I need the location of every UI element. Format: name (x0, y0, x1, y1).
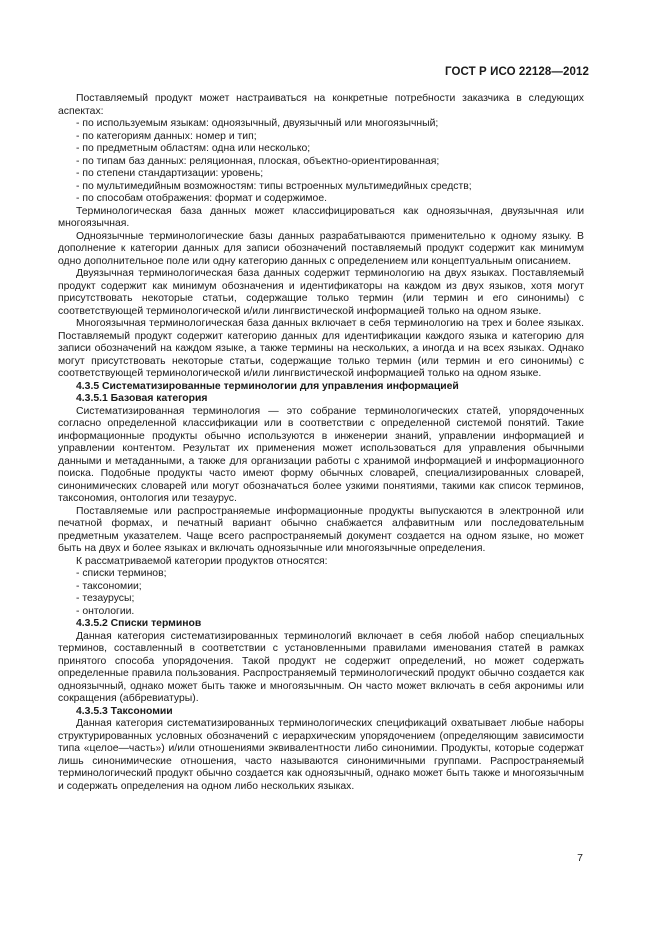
bullet-list (58, 118, 584, 206)
paragraph: Терминологическая база данных может классифицироваться как одноязычная, двуязычная или многоязычная. (58, 205, 584, 229)
paragraph: Поставляемый продукт может настраиваться на конкретные потребности заказчика в следующих аспектах: (58, 93, 584, 117)
list-item: - по предметным областям: одна или несколько; (58, 143, 584, 156)
paragraph: Систематизированная терминология — это собрание терминологических статей, упорядоченных согласно определенной классификации или в соответствии с определенной системой понятий. Такие информационные продукты обычно используются в инженерии знаний, управлении информацией и управлении контентом. Результат их применения может использоваться для управления обычными данными и метаданными, а также для организации работы с хранимой информацией и информационного поиска. Подобные продукты часто имеют форму обычных словарей, специализированных словарей, синонимических словарей или могут обозначаться более узкими понятиями, такими как список терминов, таксономия, онтология или тезаурус. (58, 405, 584, 504)
list-item: - тезаурусы; (58, 593, 584, 606)
list-item: - онтологии. (58, 606, 584, 619)
section-heading: 4.3.5.1 Базовая категория (76, 393, 208, 404)
paragraph: Одноязычные терминологические базы данных разрабатываются применительно к одному языку. В дополнение к категории данных для записи обозначений поставляемый продукт содержит как минимум одно дополнительное поле или одну категорию данных с определением или концептуальным описанием. (58, 230, 584, 267)
document-header: ГОСТ Р ИСО 22128—2012 (444, 66, 589, 78)
section-heading: 4.3.5 Систематизированные терминологии для управления информацией (76, 380, 459, 392)
list-item: - таксономии; (58, 581, 584, 594)
list-item: - по используемым языкам: одноязычный, двуязычный или многоязычный; (58, 118, 584, 131)
paragraph: Поставляемые или распространяемые информационные продукты выпускаются в электронной или печатной формах, и печатный вариант обычно снабжается алфавитным или последовательным предметным указателем. Чаще всего распространяемый документ создается на одном языке, но может быть на двух и более языках и включать одноязычные или многоязычные определения. (58, 505, 584, 554)
section-heading: 4.3.5.3 Таксономии (76, 705, 173, 717)
section-heading: 4.3.5.2 Списки терминов (76, 618, 202, 629)
paragraph: К рассматриваемой категории продуктов относятся: (76, 555, 328, 567)
list-item: - списки терминов; (58, 568, 584, 581)
paragraph: Данная категория систематизированных терминологических спецификаций охватывает любые наборы структурированных условных обозначений с иерархическим упорядочением (определяющим зависимости типа «целое—часть») и/или отношениями эквивалентности либо синонимии. Продукты, которые содержат лишь синонимические отношения, часто называются синонимичными группами. Распространяемый терминологический продукт обычно создается как одноязычный, однако может быть также и многоязычным и содержать определения на одном либо нескольких языках. (58, 718, 584, 792)
list-item: - по способам отображения: формат и содержимое. (58, 193, 584, 206)
bullet-list (58, 568, 584, 618)
list-item: - по категориям данных: номер и тип; (58, 131, 584, 144)
paragraph: Двуязычная терминологическая база данных содержит терминологию на двух языках. Поставляемый продукт содержит как минимум обозначения и идентификаторы на каждом из двух языков, хотя могут присутствовать некоторые статьи, содержащие только термин (или термин и его синонимы) с соответствующей терминологической и/или лингвистической информацией только на одном языке. (58, 268, 584, 317)
list-item: - по типам баз данных: реляционная, плоская, объектно-ориентированная; (58, 156, 584, 169)
document-body (58, 93, 584, 793)
paragraph: Многоязычная терминологическая база данных включает в себя терминологию на трех и более языках. Поставляемый продукт содержит категорию данных для идентификации каждого языка и категорию для записи обозначений на каждом языке, а также термины на нескольких, а иногда и на всех языках. Однако могут присутствовать некоторые статьи, содержащие только термин (или термин и его синонимы) с соответствующей терминологической и/или лингвистической информацией только на одном языке. (58, 318, 584, 379)
paragraph: Данная категория систематизированных терминологий включает в себя любой набор специальных терминов, составленный в соответствии с установленными правилами именования статей в рамках принятого способа упорядочения. Такой продукт не содержит определений, но может содержать определенные правила пользования. Распространяемый терминологический продукт обычно создается как одноязычный, однако может быть также и многоязычным. Он часто может включать в себя акронимы или сокращения (аббревиатуры). (58, 630, 584, 704)
page-number: 7 (577, 852, 583, 864)
list-item: - по степени стандартизации: уровень; (58, 168, 584, 181)
list-item: - по мультимедийным возможностям: типы встроенных мультимедийных средств; (58, 181, 584, 194)
